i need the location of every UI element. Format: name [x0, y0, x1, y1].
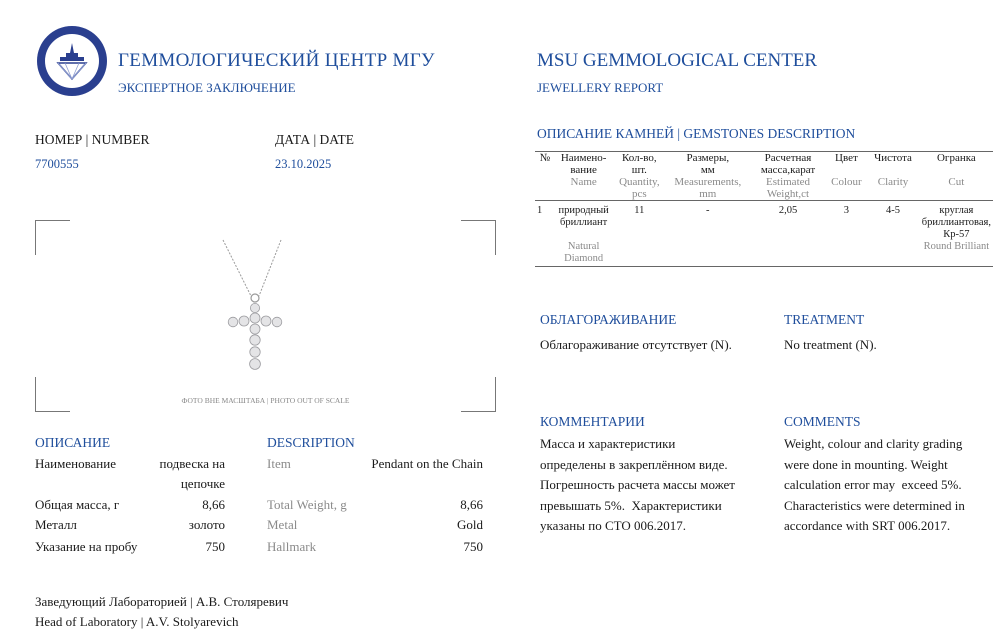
comment-line-ru: указаны по СТО 006.2017.: [540, 518, 687, 533]
msu-logo: [37, 26, 107, 96]
table-row-en: [535, 241, 993, 267]
comments-text-ru: [540, 434, 775, 537]
signature-ru: Заведующий Лабораторией | А.В. Столяревич: [35, 594, 289, 609]
col-no: №: [539, 152, 551, 164]
cell-name-en: Natural Diamond: [564, 241, 604, 264]
col-measurements-en: Measurements, mm: [674, 176, 742, 200]
frame-corner: [35, 220, 70, 255]
photo-caption: ФОТО ВНЕ МАСШТАБА | PHOTO OUT OF SCALE: [181, 396, 350, 405]
pendant-photo: [215, 238, 295, 393]
col-cut-ru: Огранка: [936, 152, 976, 164]
weight-value-ru: 8,66: [202, 497, 225, 512]
date-label: ДАТА | DATE: [275, 132, 355, 147]
comments-heading-ru: КОММЕНТАРИИ: [540, 414, 645, 429]
metal-value-ru: золото: [188, 517, 225, 532]
col-cut-en: Cut: [948, 176, 965, 188]
cell-colour: 3: [843, 205, 850, 216]
col-colour-ru: Цвет: [835, 152, 858, 164]
cell-cut-ru: круглая бриллиантовая, Кр-57: [921, 205, 991, 240]
comment-line-ru: определены в закреплённом виде.: [540, 456, 728, 472]
col-weight-ru: Расчетная масса,карат: [760, 152, 816, 176]
metal-label-en: Metal: [267, 517, 298, 532]
item-label-en: Item: [267, 456, 291, 471]
comments-heading-en: COMMENTS: [784, 414, 861, 429]
col-name-ru: Наимено- вание: [560, 152, 607, 176]
metal-label-ru: Металл: [35, 517, 77, 532]
cell-no: 1: [537, 205, 543, 216]
weight-value-en: 8,66: [460, 497, 483, 512]
gemstones-heading: ОПИСАНИЕ КАМНЕЙ | GEMSTONES DESCRIPTION: [537, 126, 856, 141]
hallmark-value-en: 750: [463, 539, 483, 554]
title-ru: ГЕММОЛОГИЧЕСКИЙ ЦЕНТР МГУ: [118, 50, 435, 71]
treatment-heading-ru: ОБЛАГОРАЖИВАНИЕ: [540, 312, 677, 327]
cell-clarity: 4-5: [886, 205, 901, 216]
table-header-en: [535, 176, 993, 201]
weight-label-en: Total Weight, g: [267, 497, 347, 512]
number-label: НОМЕР | NUMBER: [35, 132, 150, 147]
logo-inner: [45, 34, 99, 88]
description-heading-en: DESCRIPTION: [267, 435, 355, 450]
col-no-en: [535, 176, 555, 201]
comment-line-ru: Погрешность расчета массы может: [540, 477, 735, 492]
hallmark-value-ru: 750: [205, 539, 225, 554]
comments-text-en: [784, 434, 994, 537]
cell-measurements: -: [706, 205, 710, 216]
cell-quantity: 11: [634, 205, 645, 216]
table-header-ru: [535, 152, 993, 176]
cell-name-ru: природный бриллиант: [558, 205, 609, 228]
col-clarity-ru: Чистота: [874, 152, 912, 164]
comment-line-ru: Масса и характеристики: [540, 436, 676, 451]
col-clarity-en: Clarity: [877, 176, 909, 188]
comment-line-ru: превышать 5%. Характеристики: [540, 497, 722, 513]
col-measurements-ru: Размеры, мм: [686, 152, 730, 176]
item-value-ru-line2: цепочке: [180, 476, 225, 491]
hallmark-label-en: Hallmark: [267, 539, 317, 554]
cell-weight: 2,05: [778, 205, 798, 216]
col-name-en: Name: [570, 176, 597, 188]
comment-line-en: accordance with SRT 006.2017.: [784, 518, 951, 533]
treatment-heading-en: TREATMENT: [784, 312, 865, 327]
signature-en: Head of Laboratory | A.V. Stolyarevich: [35, 614, 239, 629]
comment-line-en: calculation error may exceed 5%.: [784, 477, 962, 492]
photo-frame: [35, 220, 496, 412]
comment-line-en: Characteristics were determined in: [784, 497, 965, 513]
treatment-text-en: No treatment (N).: [784, 337, 877, 352]
hallmark-label-ru: Указание на пробу: [35, 539, 138, 554]
col-quantity-en: Quantity, pcs: [619, 176, 660, 200]
description-heading-ru: ОПИСАНИЕ: [35, 435, 111, 450]
col-weight-en: Estimated Weight,ct: [766, 176, 811, 200]
subtitle-en: JEWELLERY REPORT: [537, 80, 664, 95]
item-value-en: Pendant on the Chain: [371, 456, 483, 471]
frame-corner: [461, 377, 496, 412]
frame-corner: [35, 377, 70, 412]
comment-line-en: Weight, colour and clarity grading: [784, 436, 963, 451]
col-quantity-ru: Кол-во, шт.: [622, 152, 657, 176]
comment-line-en: were done in mounting. Weight: [784, 456, 948, 472]
gemstones-table: [535, 152, 993, 267]
subtitle-ru: ЭКСПЕРТНОЕ ЗАКЛЮЧЕНИЕ: [118, 80, 296, 95]
frame-corner: [461, 220, 496, 255]
treatment-text-ru: Облагораживание отсутствует (N).: [540, 337, 732, 352]
table-row: [535, 201, 993, 242]
cell-cut-en: Round Brilliant: [923, 241, 990, 252]
date-value: 23.10.2025: [275, 157, 332, 171]
building-diamond-icon: [52, 41, 92, 81]
col-colour-en: Colour: [831, 176, 862, 188]
metal-value-en: Gold: [457, 517, 483, 532]
weight-label-ru: Общая масса, г: [35, 497, 120, 512]
item-value-ru-line1: подвеска на: [159, 456, 225, 471]
item-label-ru: Наименование: [35, 456, 116, 471]
number-value: 7700555: [35, 157, 79, 171]
title-en: MSU GEMMOLOGICAL CENTER: [537, 50, 818, 71]
